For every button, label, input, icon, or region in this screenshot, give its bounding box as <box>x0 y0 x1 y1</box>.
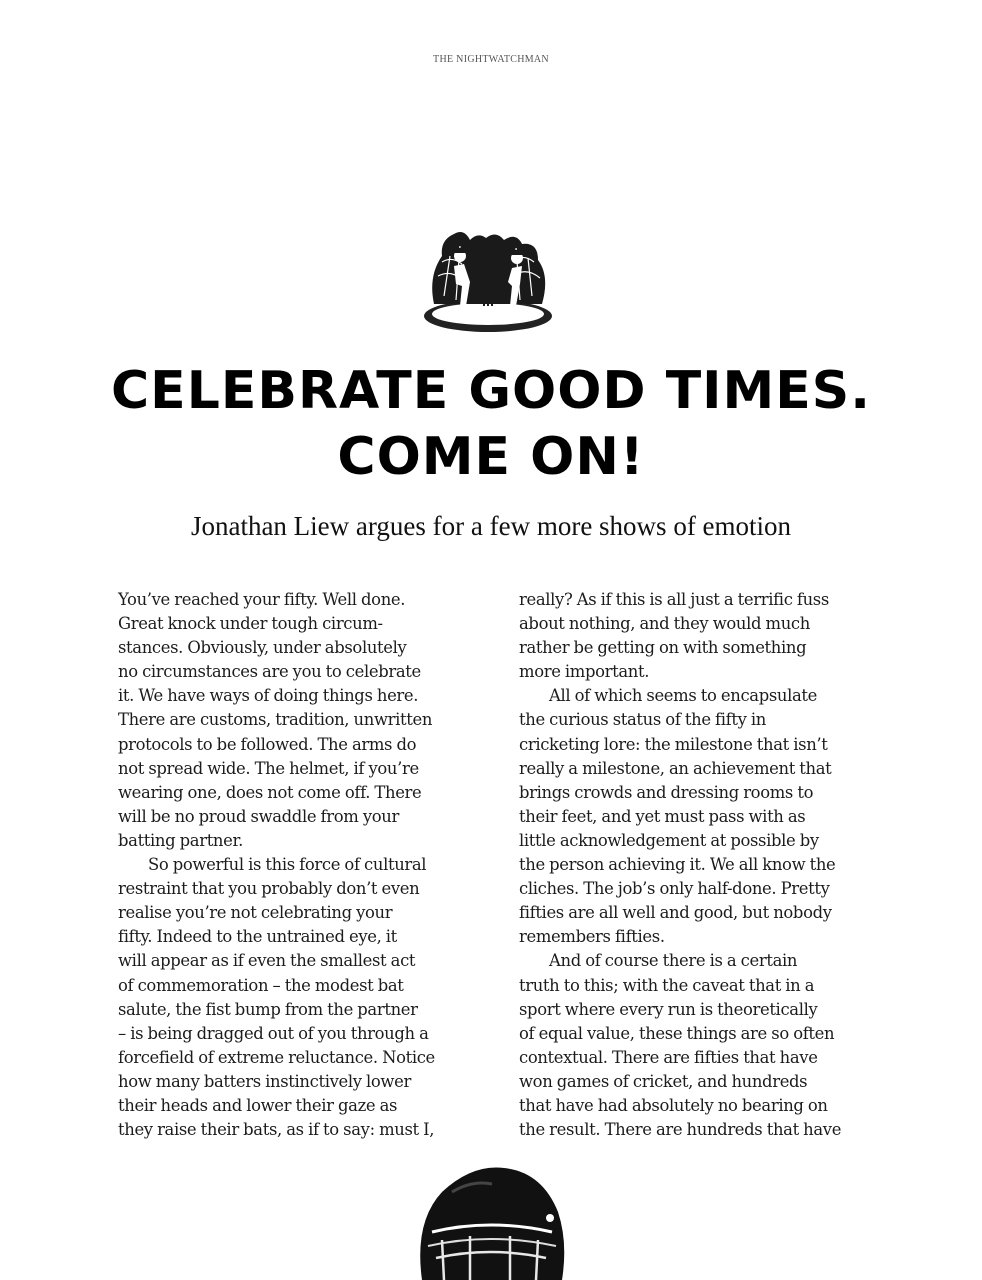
body-line: protocols to be followed. The arms do <box>118 734 417 754</box>
body-line: wearing one, does not come off. There <box>118 782 422 802</box>
body-line: contextual. There are fifties that have <box>519 1047 818 1067</box>
headline-line-1: CELEBRATE GOOD TIMES. <box>111 361 871 421</box>
body-line: will be no proud swaddle from your <box>118 806 399 826</box>
body-line: You’ve reached your fifty. Well done. <box>118 590 406 609</box>
body-line: not spread wide. The helmet, if you’re <box>118 758 419 778</box>
body-line: restraint that you probably don’t even <box>118 879 420 899</box>
body-line: won games of cricket, and hundreds <box>519 1071 808 1091</box>
body-line: they raise their bats, as if to say: must I, <box>118 1120 435 1140</box>
body-line: cricketing lore: the milestone that isn’t <box>519 734 828 754</box>
body-line: will appear as if even the smallest act <box>118 951 416 971</box>
body-line: forcefield of extreme reluctance. Notice <box>118 1047 435 1067</box>
body-line: how many batters instinctively lower <box>118 1071 411 1091</box>
body-line: realise you’re not celebrating your <box>118 903 393 923</box>
headline <box>0 358 982 490</box>
body-line: batting partner. <box>118 830 244 850</box>
batter-helmet-illustration <box>392 1162 588 1280</box>
running-head: THE NIGHTWATCHMAN <box>433 54 549 65</box>
body-line: little acknowledgement at possible by <box>519 830 819 850</box>
article-column-left <box>118 588 463 1142</box>
body-line: really a milestone, an achievement that <box>519 758 832 778</box>
body-line: sport where every run is theoretically <box>519 999 818 1019</box>
body-line: cliches. The job’s only half-done. Pretty <box>519 879 830 899</box>
body-line: their heads and lower their gaze as <box>118 1095 398 1115</box>
headline-line-2: COME ON! <box>337 427 645 487</box>
body-line: the result. There are hundreds that have <box>519 1120 842 1140</box>
body-line: that have had absolutely no bearing on <box>519 1095 828 1115</box>
body-line: really? As if this is all just a terrific fuss <box>519 590 829 609</box>
body-line: Great knock under tough circum- <box>118 614 383 634</box>
body-line: the curious status of the fifty in <box>519 710 766 730</box>
body-line: stances. Obviously, under absolutely <box>118 638 407 658</box>
body-line: rather be getting on with something <box>519 638 807 658</box>
body-line: truth to this; with the caveat that in a <box>519 975 815 995</box>
body-line: fifty. Indeed to the untrained eye, it <box>118 927 397 947</box>
body-line: remembers fifties. <box>519 927 665 947</box>
body-line: brings crowds and dressing rooms to <box>519 782 814 802</box>
cricket-engraving-illustration <box>420 226 556 336</box>
standfirst: Jonathan Liew argues for a few more shows of emotion <box>190 511 792 541</box>
body-line: So powerful is this force of cultural <box>148 855 427 875</box>
body-line: salute, the fist bump from the partner <box>118 999 418 1019</box>
body-line: fifties are all well and good, but nobody <box>519 903 832 923</box>
body-line: of commemoration – the modest bat <box>118 975 404 995</box>
body-line: – is being dragged out of you through a <box>118 1023 429 1043</box>
body-line: the person achieving it. We all know the <box>519 855 836 875</box>
body-line: it. We have ways of doing things here. <box>118 686 419 706</box>
body-line: of equal value, these things are so often <box>519 1023 835 1043</box>
body-line: There are customs, tradition, unwritten <box>118 710 433 730</box>
body-line: And of course there is a certain <box>549 951 798 971</box>
body-line: All of which seems to encapsulate <box>549 686 818 706</box>
article-column-right <box>519 588 864 1142</box>
body-line: their feet, and yet must pass with as <box>519 806 806 826</box>
body-line: more important. <box>519 662 650 682</box>
body-line: about nothing, and they would much <box>519 614 810 634</box>
body-line: no circumstances are you to celebrate <box>118 662 421 682</box>
